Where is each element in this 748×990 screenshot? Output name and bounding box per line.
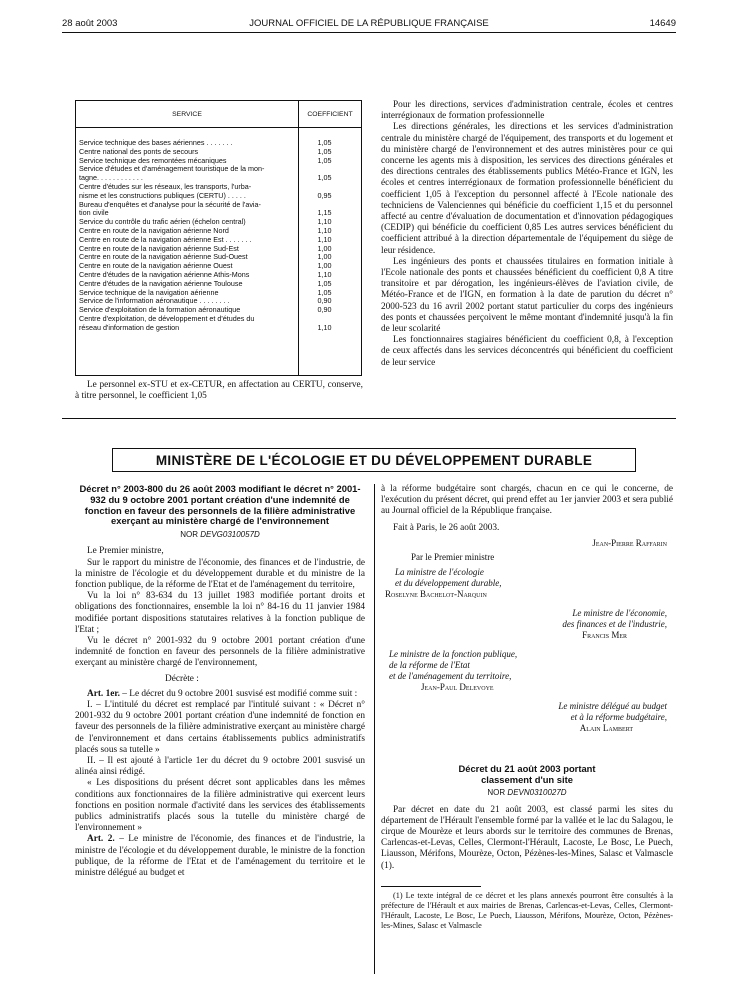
ministry-banner: MINISTÈRE DE L'ÉCOLOGIE ET DU DÉVELOPPEMENT DURABLE	[112, 448, 636, 472]
decree1-para: Le Premier ministre,	[87, 546, 164, 557]
decree1-para: Sur le rapport du ministre de l'économie, des finances et de l'industrie, de la ministre de l'écologie et du développement durable et du ministre de la fonction publique, de la réforme de l'Etat et de l'aménagement du territoire,	[75, 557, 365, 590]
decree2-body: Par décret en date du 21 août 2003, est classé parmi les sites du département de l'Hérault l'ensemble formé par la vallée et le lac du Salagou, le cirque de Mourèze et leurs abords sur le territoire des communes de Brenas, Carlencas-et-Levas, Celles, Clermont-l'Hérault, Lacoste, Le Bosc, Le Puech, Liausson, Mérifons, Mourèze, Octon, Pézènes-les-Mines, Salasc et Valmascle (1).	[381, 804, 673, 871]
table-row	[76, 165, 361, 183]
table-note	[75, 380, 363, 402]
table-row	[76, 315, 361, 333]
top-right-para: Les ingénieurs des ponts et chaussées titulaires en formation initiale à l'Ecole nationale des ponts et chaussées bénéficient du coefficient 0,8 A titre transitoire et par dérogation, les ingénieurs-élèves de l'aviation civile, de Météo-France et de l'IGN, en formation à la date de parution du décret n° 2000-523 du 16 avril 2002 portant statut particulier du corps des ingénieurs des ponts et chaussées perçoivent le même montant d'indemnité jusqu'à la fin de leur scolarité	[381, 256, 673, 335]
service-name: Service technique des remontées mécaniques	[79, 155, 227, 165]
service-coefficient: 1,10	[317, 234, 332, 244]
top-right-para: Les directions générales, les directions et les services d'administration centrale du ministère chargé de l'équipement, des transports et du logement et du ministère chargé de l'environnement et des autres ministères pour ce qui concerne les agents mis à disposition, les services des directions générales et des directions centrales des établissements publics Météo-France et IGN, les écoles et centres interrégionaux de formation professionnelle bénéficient du coefficient 1,05 à l'exception du personnel affecté à l'Ecole nationale des techniciens de Valenciennes qui bénéficie du coefficient 1,15 et du personnel affecté au centre d'évaluation de documentation et d'innovation pédagogiques (CEDIP) qui bénéficie du coefficient 0,85 Les autres services bénéficient du coefficient attribué à la direction départementale de l'équipement du siège de leur résidence.	[381, 122, 673, 256]
nor-label: NOR	[180, 530, 198, 540]
signatory-4-name: Alain Lambert	[579, 722, 633, 733]
decree1-para: Vu le décret n° 2001-932 du 9 octobre 2001 portant création d'une indemnité de fonction en faveur des personnels de la filière administrative exerçant au ministère chargé de l'environnement,	[75, 636, 365, 669]
article-1-part-1: I. – L'intitulé du décret est remplacé par l'intitulé suivant : « Décret n° 2001-932 du 9 octobre 2001 portant création d'une indemnité de fonction en faveur des personnels de la filière administrative exerçant au ministère chargé de l'environnement et dans certains établissements publics administratifs placés sous sa tutelle »	[75, 700, 365, 755]
service-name: Service de l'information aéronautique . . . . . . . .	[79, 296, 230, 306]
service-name: Centre d'études de la navigation aérienne Toulouse	[79, 278, 243, 288]
page-number: 14649	[649, 18, 676, 29]
service-coefficient: 0,90	[317, 296, 332, 306]
signatory-4-role: Le ministre délégué au budget et à la réforme budgétaire,	[558, 700, 667, 722]
article-2-text: – Le ministre de l'économie, des finances et de l'industrie, la ministre de l'écologie et du développement durable, le ministre de la fonction publique, de la réforme de l'Etat et de l'aménagement du territoire et le ministre délégué au budget et	[75, 834, 365, 879]
service-name: Service du contrôle du trafic aérien (échelon central)	[79, 217, 246, 227]
decree1-para: Décrète :	[165, 673, 199, 684]
service-name: Centre en route de la navigation aérienne Nord	[79, 225, 229, 235]
service-coefficient: 1,05	[317, 173, 332, 183]
signatory-2-name: Francis Mer	[582, 629, 627, 640]
decree1-title: Décret n° 2003-800 du 26 août 2003 modifiant le décret n° 2001-932 du 9 octobre 2001 portant création d'une indemnité de fonction en faveur des personnels de la filière administrative exerçant au ministère chargé de l'environnement	[79, 483, 361, 527]
service-name: Service d'exploitation de la formation aéronautique	[79, 305, 241, 315]
service-name: Centre en route de la navigation aérienne Sud-Est	[79, 243, 239, 253]
article-1-label: Art. 1er.	[87, 688, 120, 699]
decree1-cont: à la réforme budgétaire sont chargés, chacun en ce qui le concerne, de l'exécution du présent décret, qui prend effet au 1er janvier 2003 et sera publié au Journal officiel de la République française.	[381, 484, 673, 517]
table-row	[76, 201, 361, 219]
decree2-nor	[381, 787, 673, 798]
service-coefficient: 1,10	[317, 225, 332, 235]
service-coefficient: 1,05	[317, 287, 332, 297]
service-coefficient: 1,10	[317, 322, 332, 332]
coefficient-table	[75, 100, 362, 376]
par-pm: Par le Premier ministre	[411, 551, 495, 562]
service-coefficient: 1,00	[317, 261, 332, 271]
signatory-3-role: Le ministre de la fonction publique, de la réforme de l'Etat et de l'aménagement du territoire,	[389, 648, 518, 681]
signatory-2-role: Le ministre de l'économie, des finances et de l'industrie,	[562, 607, 667, 629]
service-name: Centre national des ponts de secours	[79, 146, 199, 156]
top-right-para: Pour les directions, services d'administration centrale, écoles et centres interrégionaux de formation professionnelle	[381, 100, 673, 122]
service-name: Bureau d'enquêtes et d'analyse pour la sécurité de l'avia- tion civile	[79, 199, 261, 218]
nor-label: NOR	[487, 788, 506, 798]
signatory-3-name: Jean-Paul Delevoye	[421, 681, 494, 692]
article-1-text: – Le décret du 9 octobre 2001 susvisé est modifié comme suit :	[119, 688, 358, 699]
signatory-1-role: La ministre de l'écologie et du développement durable,	[395, 566, 502, 588]
table-row	[76, 183, 361, 201]
service-name: Service d'études et d'aménagement touristique de la mon- tagne. . . . . . . . . . . .	[79, 164, 265, 183]
service-coefficient: 1,15	[317, 208, 332, 218]
pm-signature: Jean-Pierre Raffarin	[592, 537, 667, 548]
table-header-service: SERVICE	[76, 101, 298, 128]
top-right-para: Les fonctionnaires stagiaires bénéficient du coefficient 0,8, à l'exception de ceux affectés dans les services déconcentrés qui bénéficient du coefficient de leur service	[381, 335, 673, 368]
service-name: Service technique des bases aériennes . . . . . . .	[79, 138, 233, 147]
decree2-title: Décret du 21 août 2003 portant classement d'un site	[458, 762, 596, 785]
section-rule	[62, 418, 676, 419]
service-coefficient: 1,00	[317, 252, 332, 262]
article-1	[75, 689, 365, 700]
service-coefficient: 0,90	[317, 305, 332, 315]
footnote: (1) Le texte intégral de ce décret et les plans annexés pourront être consultés à la préfecture de l'Hérault et aux mairies de Brenas, Carlencas-et-Levas, Celles, Clermont-l'Hérault, Lacoste, Le Bosc, Le Puech, Liausson, Mérifons, Mourèze, Octon, Pézènes-les-Mines, Salasc et Valmascle	[381, 890, 673, 930]
service-coefficient: 1,05	[317, 146, 332, 156]
service-coefficient: 1,00	[317, 243, 332, 253]
article-1-part-3: « Les dispositions du présent décret sont applicables dans les mêmes conditions aux fonctionnaires de la filière administrative qui exercent leurs fonctions en position normale d'activité dans les services des établissements publics administratifs placés sous la tutelle du ministère chargé de l'environnement »	[75, 778, 365, 834]
table-note-text: Le personnel ex-STU et ex-CETUR, en affectation au CERTU, conserve, à titre personnel, le coefficient 1,05	[75, 380, 363, 402]
decree1-fait: Fait à Paris, le 26 août 2003.	[393, 522, 500, 533]
nor-code: DEVN0310027D	[507, 788, 567, 798]
top-right-column	[381, 100, 673, 369]
signatory-1-name: Roselyne Bachelot-Narquin	[385, 588, 487, 599]
service-name: Service technique de la navigation aérienne	[79, 287, 219, 297]
service-coefficient: 1,10	[317, 269, 332, 279]
decree1-nor	[75, 529, 365, 540]
service-name: Centre en route de la navigation aérienne Est . . . . . . .	[79, 234, 252, 244]
article-2	[75, 834, 365, 879]
journal-title: JOURNAL OFFICIEL DE LA RÉPUBLIQUE FRANÇAISE	[249, 18, 489, 29]
service-coefficient: 1,05	[317, 138, 332, 147]
service-coefficient: 1,05	[317, 155, 332, 165]
article-2-label: Art. 2.	[87, 834, 115, 845]
service-name: Centre d'études sur les réseaux, les transports, l'urba- nisme et les constructions publiques (CERTU) . . . . .	[79, 181, 252, 200]
table-body	[76, 139, 361, 333]
issue-date: 28 août 2003	[62, 18, 118, 29]
service-coefficient: 1,05	[317, 278, 332, 288]
decree1-continuation	[381, 484, 673, 931]
service-name: Centre en route de la navigation aérienne Ouest	[79, 261, 233, 271]
table-header-coefficient: COEFFICIENT	[299, 101, 361, 128]
column-separator	[374, 484, 375, 974]
service-coefficient: 1,10	[317, 217, 332, 227]
service-coefficient: 0,95	[317, 190, 332, 200]
decree1-para: Vu la loi n° 83-634 du 13 juillet 1983 modifiée portant droits et obligations des fonctionnaires, ensemble la loi n° 84-16 du 11 janvier 1984 modifiée portant dispositions statutaires relatives à la fonction publique de l'Etat ;	[75, 591, 365, 635]
service-name: Centre d'études de la navigation aérienne Athis-Mons	[79, 269, 250, 279]
service-name: Centre d'exploitation, de développement et d'études du réseau d'information de gestion	[79, 313, 255, 332]
header-rule	[62, 32, 676, 33]
nor-code: DEVG0310057D	[200, 530, 260, 540]
footnote-rule	[381, 886, 481, 887]
article-1-part-2: II. – Il est ajouté à l'article 1er du décret du 9 octobre 2001 susvisé un alinéa ainsi rédigé.	[75, 756, 365, 778]
service-name: Centre en route de la navigation aérienne Sud-Ouest	[79, 252, 248, 262]
decree1-column	[75, 484, 365, 879]
